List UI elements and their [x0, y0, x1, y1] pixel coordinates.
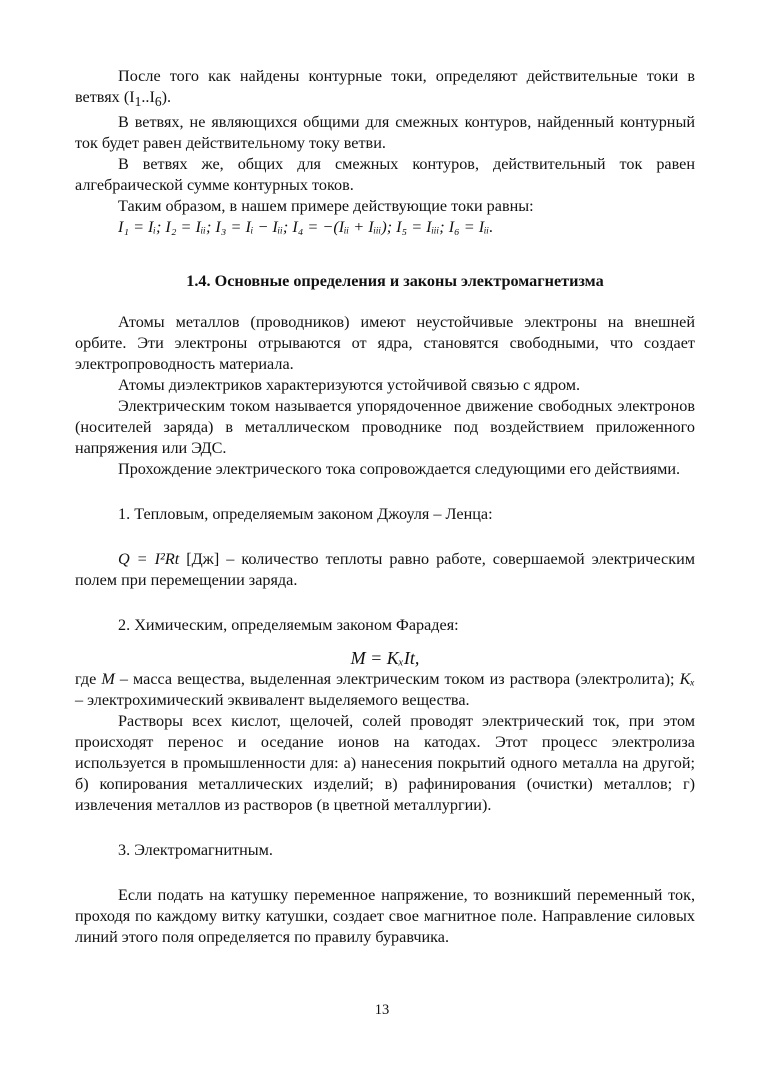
section-heading: 1.4. Основные определения и законы электромагнетизма — [186, 272, 604, 291]
paragraph-dielectric-atoms: Атомы диэлектриков характеризуются устойчивой связью с ядром. — [118, 376, 581, 395]
where-k: Kₓ — [679, 670, 695, 689]
paragraph-metal-atoms: Атомы металлов (проводников) имеют неустойчивые электроны на внешней орбите. Эти электроны отрываются от ядра, становятся свободными, что создает электропроводность материала. — [75, 313, 695, 374]
thermal-text: [Дж] – количество теплоты равно работе, совершаемой электрическим полем при перемещении заряда. — [75, 550, 695, 590]
page-number: 13 — [374, 1002, 390, 1018]
paragraph-electrolysis: Растворы всех кислот, щелочей, солей проводят электрический ток, при этом происходят перенос и оседание ионов на катодах. Этот процесс электролиза используется в промышленности для: а) нанесения покрытий одного металла на другой; б) копирования металлических изделий; в) рафинирования (очистки) металлов; г) извлечения металлов из растворов (в цветной металлургии). — [75, 712, 695, 815]
currents-formula: I₁ = Iᵢ; I₂ = Iᵢᵢ; I₃ = Iᵢ − Iᵢᵢ; I₄ = −(Iᵢᵢ + Iᵢᵢᵢ); I₅ = Iᵢᵢᵢ; I₆ = Iᵢᵢ. — [118, 218, 494, 237]
faraday-formula: M = KₓIt, — [350, 648, 420, 669]
p1-end: ). — [161, 88, 172, 106]
p1-text: После того как найдены контурные токи, определяют действительные токи в ветвях (I — [75, 67, 695, 106]
paragraph-currents-intro: Таким образом, в нашем примере действующие токи равны: — [118, 197, 534, 216]
paragraph-current-effects: Прохождение электрического тока сопровождается следующими его действиями. — [118, 460, 681, 479]
paragraph-contour-currents — [75, 66, 695, 112]
where-text1: – масса вещества, выделенная электрическим током из раствора (электролита); — [114, 670, 680, 689]
where-m: M — [101, 670, 115, 689]
thermal-title: 1. Тепловым, определяемым законом Джоуля – Ленца: — [118, 505, 493, 524]
p1-dots: ..I — [141, 88, 155, 106]
thermal-paragraph — [75, 549, 695, 591]
joule-formula: Q = I²Rt — [118, 550, 180, 569]
paragraph-non-common-branches: В ветвях, не являющихся общими для смежных контуров, найденный контурный ток будет равен действительному току ветви. — [75, 113, 695, 153]
p1-sub1: 1 — [134, 94, 142, 110]
faraday-where — [75, 669, 695, 711]
electromagnetic-title: 3. Электромагнитным. — [118, 841, 273, 860]
chemical-title: 2. Химическим, определяемым законом Фарадея: — [118, 616, 459, 635]
paragraph-current-definition: Электрическим током называется упорядоченное движение свободных электронов (носителей заряда) в металлическом проводнике под воздействием приложенного напряжения или ЭДС. — [75, 397, 695, 458]
document-page — [75, 66, 695, 948]
paragraph-electromagnetic: Если подать на катушку переменное напряжение, то возникший переменный ток, проходя по каждому витку катушки, создает свое магнитное поле. Направление силовых линий этого поля определяется по правилу буравчика. — [75, 886, 695, 947]
where-text2: – электрохимический эквивалент выделяемого вещества. — [75, 691, 470, 710]
paragraph-common-branches: В ветвях же, общих для смежных контуров, действительный ток равен алгебраической сумме контурных токов. — [75, 155, 695, 195]
where-prefix: где — [75, 670, 102, 689]
p1-sub2: 6 — [154, 94, 162, 110]
